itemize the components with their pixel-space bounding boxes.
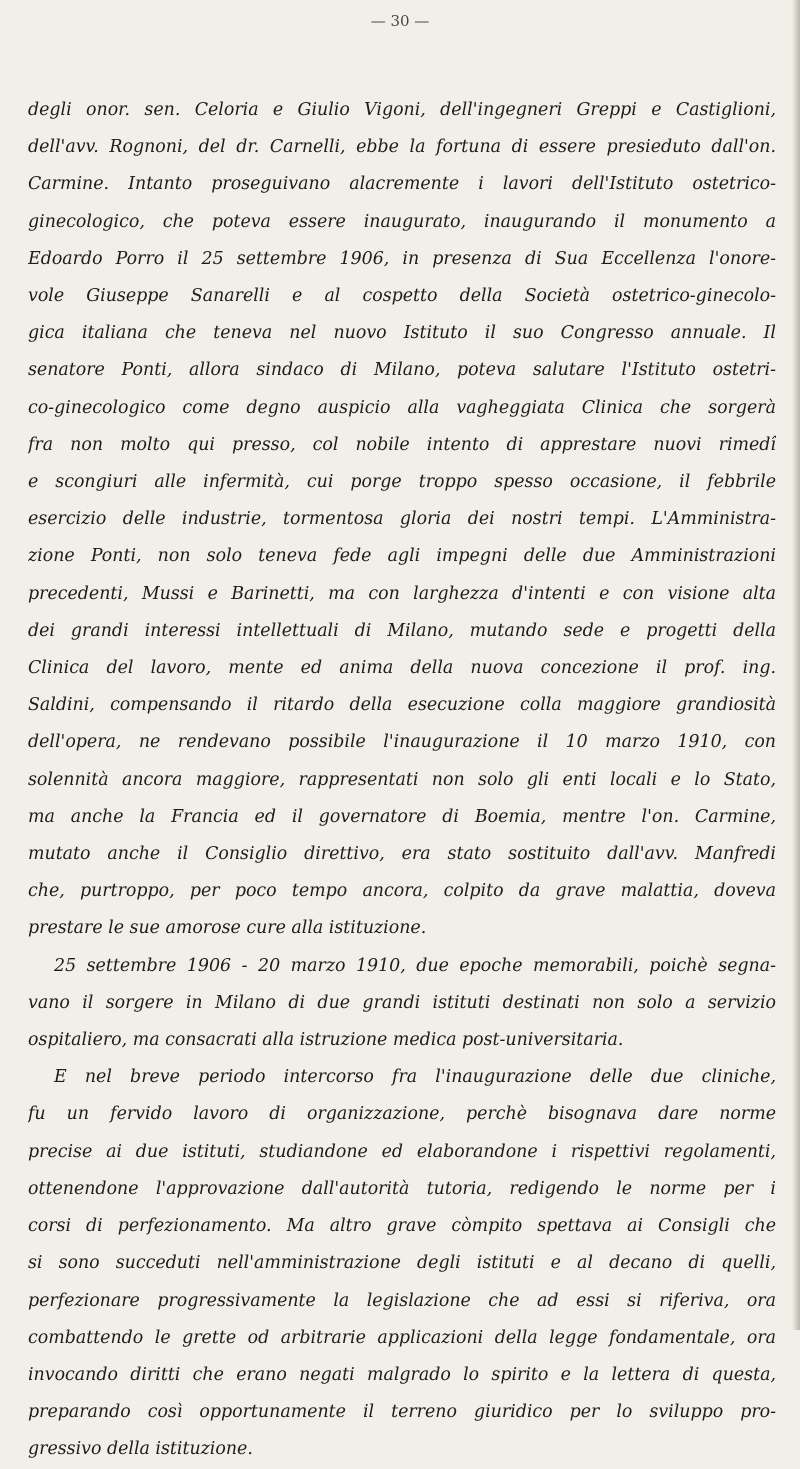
text-line: Clinica del lavoro, mente ed anima della nuova concezione il prof. ing. (28, 658, 776, 679)
text-line: gica italiana che teneva nel nuovo Istituto il suo Congresso annuale. Il (28, 323, 776, 344)
text-line: ginecologico, che poteva essere inaugurato, inaugurando il monumento a (28, 211, 776, 232)
text-line: combattendo le grette od arbitrarie applicazioni della legge fondamentale, ora (28, 1327, 776, 1348)
text-line: degli onor. sen. Celoria e Giulio Vigoni, dell'ingegneri Greppi e Castiglioni, (28, 100, 776, 120)
text-line: Carmine. Intanto proseguivano alacremente i lavori dell'Istituto ostetrico- (28, 174, 776, 195)
page-number: — 30 — (370, 12, 430, 30)
page-edge-shadow (792, 0, 800, 1330)
body-text (28, 92, 776, 1469)
text-line: fra non molto qui presso, col nobile intento di apprestare nuovi rimedî (28, 434, 776, 455)
text-line: vano il sorgere in Milano di due grandi istituti destinati non solo a servizio (28, 992, 776, 1013)
text-line: e scongiuri alle infermità, cui porge troppo spesso occasione, il febbrile (28, 472, 776, 493)
text-line: mutato anche il Consiglio direttivo, era stato sostituito dall'avv. Manfredi (28, 844, 776, 865)
text-line: invocando diritti che erano negati malgrado lo spirito e la lettera di questa, (28, 1364, 776, 1385)
text-line: 25 settembre 1906 - 20 marzo 1910, due epoche memorabili, poichè segna- (54, 955, 776, 976)
text-line: solennità ancora maggiore, rappresentati non solo gli enti locali e lo Stato, (28, 769, 776, 790)
text-line: perfezionare progressivamente la legislazione che ad essi si riferiva, ora (28, 1290, 776, 1311)
text-line: gressivo della istituzione. (28, 1439, 253, 1460)
text-line: Edoardo Porro il 25 settembre 1906, in presenza di Sua Eccellenza l'onore- (28, 248, 776, 269)
text-line: esercizio delle industrie, tormentosa gloria dei nostri tempi. L'Amministra- (28, 509, 776, 530)
text-line: che, purtroppo, per poco tempo ancora, colpito da grave malattia, doveva (28, 881, 776, 902)
text-line: si sono succeduti nell'amministrazione degli istituti e al decano di quelli, (28, 1253, 776, 1274)
text-line: ospitaliero, ma consacrati alla istruzione medica post-universitaria. (28, 1030, 624, 1051)
text-line: preparando così opportunamente il terreno giuridico per lo sviluppo pro- (28, 1402, 776, 1423)
text-line: Saldini, compensando il ritardo della esecuzione colla maggiore grandiosità (28, 695, 776, 716)
text-line: zione Ponti, non solo teneva fede agli impegni delle due Amministrazioni (28, 546, 776, 567)
text-line: vole Giuseppe Sanarelli e al cospetto della Società ostetrico-ginecolo- (28, 286, 776, 307)
text-line: prestare le sue amorose cure alla istituzione. (28, 918, 427, 939)
text-line: corsi di perfezionamento. Ma altro grave còmpito spettava ai Consigli che (28, 1216, 776, 1237)
text-line: precedenti, Mussi e Barinetti, ma con larghezza d'intenti e con visione alta (28, 583, 776, 604)
text-line: dell'avv. Rognoni, del dr. Carnelli, ebbe la fortuna di essere presieduto dall'on. (28, 137, 776, 158)
text-line: dell'opera, ne rendevano possibile l'inaugurazione il 10 marzo 1910, con (28, 732, 776, 753)
text-line: ma anche la Francia ed il governatore di Boemia, mentre l'on. Carmine, (28, 806, 776, 827)
text-line: E nel breve periodo intercorso fra l'inaugurazione delle due cliniche, (54, 1067, 776, 1088)
text-line: dei grandi interessi intellettuali di Milano, mutando sede e progetti della (28, 620, 776, 641)
text-line: senatore Ponti, allora sindaco di Milano, poteva salutare l'Istituto ostetri- (28, 360, 776, 381)
text-line: ottenendone l'approvazione dall'autorità tutoria, redigendo le norme per i (28, 1178, 776, 1199)
text-line: precise ai due istituti, studiandone ed elaborandone i rispettivi regolamenti, (28, 1141, 776, 1162)
text-line: fu un fervido lavoro di organizzazione, perchè bisognava dare norme (28, 1104, 776, 1125)
text-line: co-ginecologico come degno auspicio alla vagheggiata Clinica che sorgerà (28, 397, 776, 418)
